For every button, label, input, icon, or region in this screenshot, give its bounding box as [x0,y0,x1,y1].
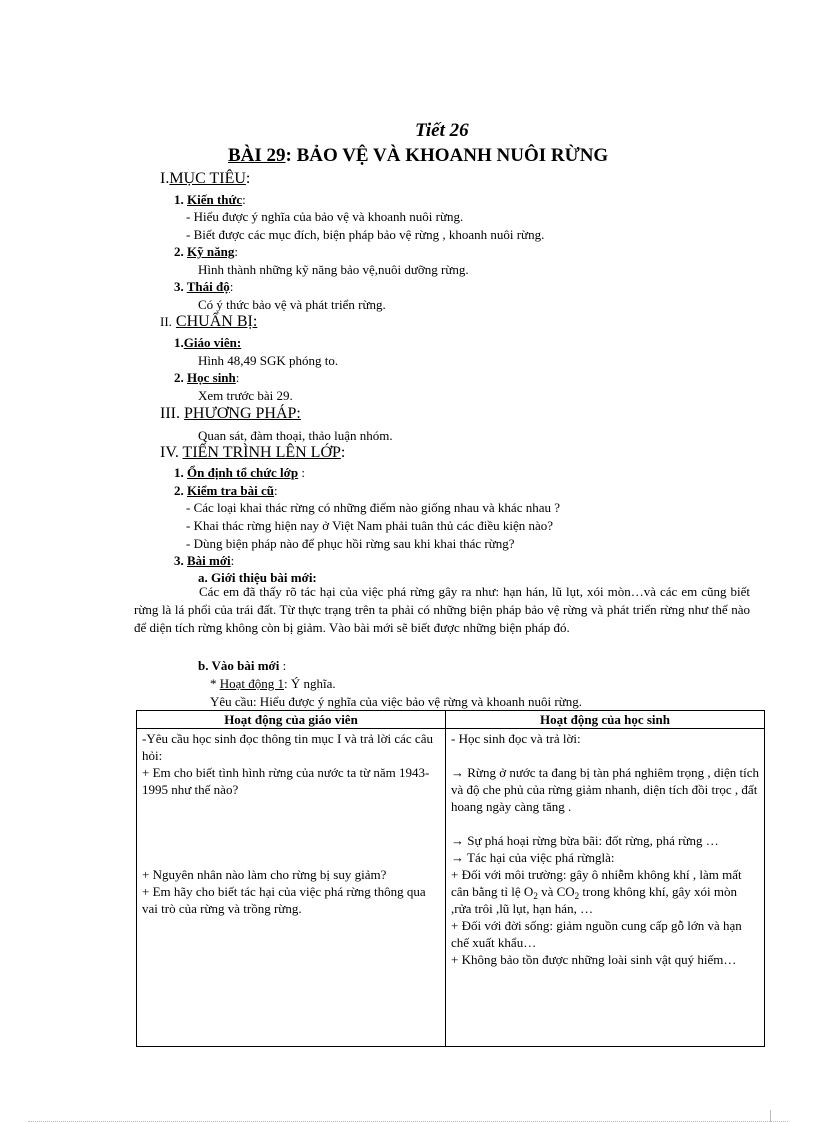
review-question-3: - Dùng biện pháp nào để phục hồi rừng sau khi khai thác rừng? [186,536,515,551]
section-4-heading [160,444,345,462]
answer-text: trong không khí, gây xói mòn ,rửa trôi ,lũ lụt, hạn hán, … [451,884,737,916]
objective-knowledge-heading [174,191,246,208]
page-bottom-border [28,1121,788,1122]
activity-1-heading [210,675,336,692]
item-label: Kiểm tra bài cũ [187,483,275,498]
answer-text: và CO [537,884,575,899]
subscript: 2 [574,891,580,901]
item-num: 2. [174,483,184,498]
item-num: 3. [174,279,184,294]
item-colon: : [242,192,246,207]
teacher-column-header: Hoạt động của giáo viên [137,711,446,729]
objective-knowledge-line-2: - Biết được các mục đích, biện pháp bảo vệ rừng , khoanh nuôi rừng. [186,227,545,242]
item-num: 3. [174,553,184,568]
lesson-number: Tiết 26 [415,120,469,141]
activity-text: : Ý nghĩa. [284,676,336,691]
activity-table [136,710,765,1047]
activity-1-requirement: Yêu cầu: Hiểu được ý nghĩa của việc bảo vệ rừng và khoanh nuôi rừng. [210,694,583,709]
prep-student-heading [174,369,239,386]
item-label: Học sinh [187,370,236,385]
item-num: 2. [174,244,184,259]
student-answer-3 [451,849,759,866]
arrow-icon: → [451,850,464,865]
answer-text: Tác hại của việc phá rừnglà: [464,850,615,865]
section-3-roman: III. [160,405,180,422]
objective-attitude-line: Có ý thức bảo vệ và phát triển rừng. [198,297,386,312]
teacher-question-1: + Em cho biết tình hình rừng của nước ta từ năm 1943-1995 như thế nào? [142,765,430,797]
section-4-colon: : [340,444,346,461]
step-2-heading [174,482,278,499]
sub-a-heading: a. Giới thiệu bài mới: [198,570,317,585]
activity-label: Hoạt động 1 [219,676,285,691]
item-colon: : [229,279,234,294]
table-row [137,729,765,1047]
sub-b-label: b. Vào bài mới [198,658,280,673]
spacer [142,832,440,849]
section-1-colon: : [245,170,251,187]
student-response-intro: - Học sinh đọc và trả lời: [451,731,581,746]
item-label: Ổn định tổ chức lớp [187,465,299,480]
student-answer-environment [451,866,759,917]
section-2-heading [160,313,257,331]
page-corner-mark [770,1110,771,1122]
teacher-question-3: + Em hãy cho biết tác hại của việc phá rừng thông qua vai trò của rừng và trồng rừng. [142,884,426,916]
item-label: Bài mới [187,553,231,568]
item-num: 1. [174,465,184,480]
item-num: 1. [174,192,184,207]
lesson-title [228,145,608,167]
section-1-roman: I. [160,170,170,187]
item-colon: : [234,244,238,259]
item-label: Kiến thức [187,192,243,207]
prep-student-line: Xem trước bài 29. [198,388,293,403]
item-colon: : [230,553,235,568]
student-answer-species: + Không bảo tồn được những loài sinh vật quý hiếm… [451,952,737,967]
item-label: Giáo viên: [183,335,242,350]
activity-star: * [210,676,217,691]
section-3-title: PHƯƠNG PHÁP: [183,405,301,422]
student-activity-cell [446,729,765,1047]
spacer [142,849,440,866]
review-question-2: - Khai thác rừng hiện nay ở Việt Nam phải tuân thủ các điều kiện nào? [186,518,554,533]
method-line: Quan sát, đàm thoại, thảo luận nhóm. [198,428,393,443]
teacher-instruction: -Yêu cầu học sinh đọc thông tin mục I và trả lời các câu hỏi: [142,731,433,763]
objective-attitude-heading [174,278,233,295]
spacer [451,815,759,832]
student-answer-2 [451,832,759,849]
answer-text: Rừng ở nước ta đang bị tàn phá nghiêm trọng , diện tích và độ che phủ của rừng giảm nhanh, diện tích đồi trọc , đất hoang ngày càng tăng . [451,765,760,814]
section-2-title: CHUẨN BỊ: [175,313,258,330]
step-3-heading [174,552,234,569]
objective-knowledge-line-1: - Hiểu được ý nghĩa của bảo vệ và khoanh nuôi rừng. [186,209,464,224]
step-1-heading [174,464,305,481]
student-answer-life: + Đối với đời sống: giảm nguồn cung cấp gỗ lớn và hạn chế xuất khẩu… [451,918,742,950]
prep-teacher-heading [174,334,241,351]
item-colon: : [274,483,278,498]
student-answer-1 [451,764,759,815]
section-4-roman: IV. [160,444,179,461]
item-label: Thái độ [186,279,230,294]
answer-text: Sự phá hoại rừng bừa bãi: đốt rừng, phá rừng … [464,833,719,848]
lesson-title-text: : BẢO VỆ VÀ KHOANH NUÔI RỪNG [285,145,609,166]
section-2-roman: II. [160,314,172,329]
intro-paragraph: Các em đã thấy rõ tác hại của việc phá rừng gây ra như: hạn hán, lũ lụt, xói mòn…và các em cũng biết rừng là lá phổi của trái đất. Từ thực trạng trên ta phải có những biện pháp bảo vệ rừng và phát triển rừng như thế nào để diện tích rừng không còn bị giảm. Vào bài mới sẽ biết được những biện pháp đó. [134,584,750,635]
subscript: 2 [533,891,538,901]
student-column-header: Hoạt động của học sinh [446,711,765,729]
section-4-title: TIẾN TRÌNH LÊN LỚP [182,444,341,461]
answer-text: + Đối với môi trường: gây ô nhiễm không khí , làm mất cân bằng tỉ lệ O [451,867,742,899]
review-question-1: - Các loại khai thác rừng có những điểm nào giống nhau và khác nhau ? [186,500,561,515]
spacer [451,747,759,764]
section-3-heading [160,405,301,423]
item-colon: : [235,370,240,385]
prep-teacher-line: Hình 48,49 SGK phóng to. [198,353,339,368]
spacer [142,815,440,832]
item-num: 2. [174,370,184,385]
teacher-question-2: + Nguyên nhân nào làm cho rừng bị suy giảm? [142,867,387,882]
table-header-row [137,711,765,729]
arrow-icon: → [451,833,464,848]
arrow-icon: → [451,765,464,780]
objective-skill-heading [174,243,238,260]
section-1-title: MỤC TIÊU [169,170,246,187]
item-colon: : [298,465,305,480]
sub-b-colon: : [279,658,287,673]
teacher-activity-cell [137,729,446,1047]
item-num: 1. [174,335,184,350]
lesson-code: BÀI 29 [228,145,286,166]
item-label: Kỹ năng [187,244,235,259]
spacer [142,798,440,815]
sub-b-heading [198,657,286,674]
section-1-heading [160,170,250,188]
objective-skill-line: Hình thành những kỹ năng bảo vệ,nuôi dưỡng rừng. [198,262,469,277]
